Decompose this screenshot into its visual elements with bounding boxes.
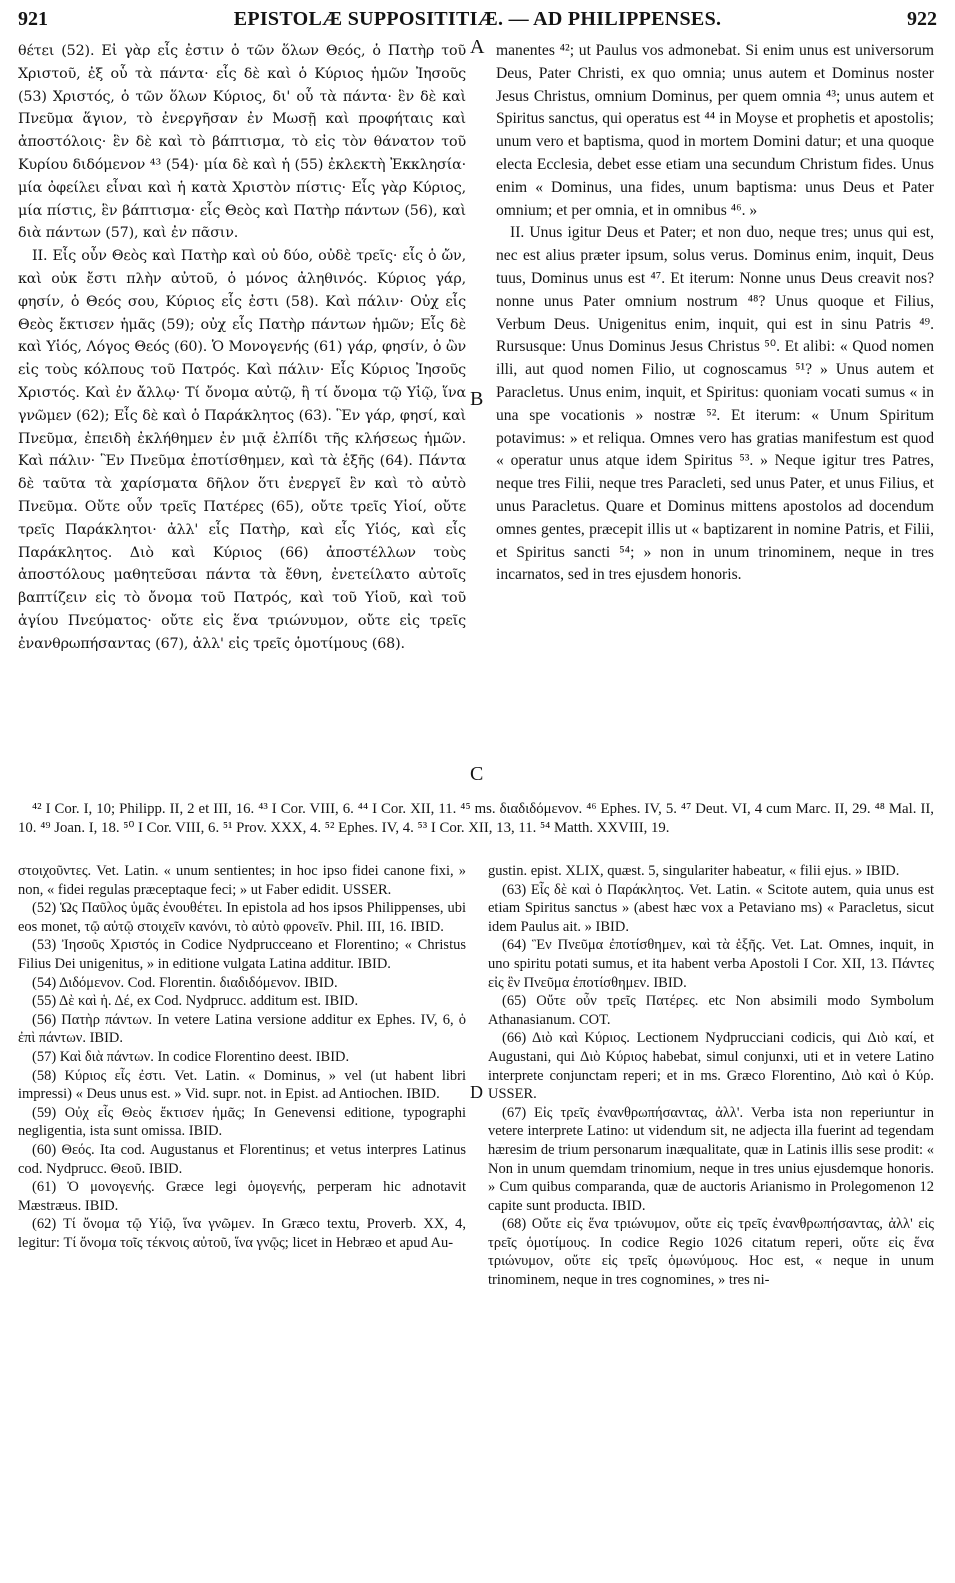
- note: (59) Οὐχ εἷς Θεὸς ἔκτισεν ἡμᾶς; In Genevensi editione, typographi negligentia, ista sunt omissa. IBID.: [18, 1104, 466, 1140]
- running-head: [18, 8, 937, 34]
- note: (57) Καὶ διὰ πάντων. In codice Florentino deest. IBID.: [32, 1048, 350, 1065]
- note: (55) Δὲ καὶ ἡ. Δέ, ex Cod. Nydprucc. additum est. IBID.: [32, 993, 359, 1010]
- note: gustin. epist. XLIX, quæst. 5, singulariter habeatur, « filii ejus. » IBID.: [488, 863, 900, 879]
- running-title: EPISTOLÆ SUPPOSITITIÆ. — AD PHILIPPENSES.: [233, 8, 722, 30]
- notes-column-right: [488, 862, 934, 1290]
- note: (67) Εἰς τρεῖς ἐνανθρωπήσαντας, ἀλλ'. Verba ista non reperiuntur in vetere interprete Latino: ut videndum sit, ne adjecta illa fuerint ad tegendam hæresim de trium personarum inæqualitate, quæ in Latinis illis sese prodit: « Non in unum quemdam trinomium, neque in tres unius ejusdemque honoris. » Cum quibus comparanda, quæ de auctoris Arianismo in Prolegomenon 12 capite sunt producta. IBID.: [488, 1104, 934, 1214]
- note: (64) Ἓν Πνεῦμα ἐποτίσθημεν, καὶ τὰ ἑξῆς. Vet. Lat. Omnes, inquit, in uno spiritu potati sumus, et ita habent verba Apostoli I Cor. XII, 13. Πάντες εἰς ἓν Πνεῦμα ἐποτίσθημεν. IBID.: [488, 937, 934, 991]
- greek-paragraph: II. Εἷς οὖν Θεὸς καὶ Πατὴρ καὶ οὐ δύο, οὐδὲ τρεῖς· εἷς ὁ ὤν, καὶ οὐκ ἔστι πλὴν αὐτοῦ, ὁ μόνος ἀληθινός. Κύριος γάρ, φησίν, ὁ Θεός σου, Κύριος εἷς ἐστι (58). Καὶ πάλιν· Οὐχ εἷς Θεὸς ἔκτισεν ἡμᾶς (59); οὐχ εἷς Πατὴρ πάντων ἡμῶν; Εἷς δὲ καὶ Υἱός, Λόγος Θεός (60). Ὁ Μονογενής (61) γάρ, φησίν, ὁ ὢν εἰς τοὺς κόλπους τοῦ Πατρός. Καὶ πάλιν· Εἷς Κύριος Ἰησοῦς Χριστός. Καὶ ἐν ἄλλῳ· Τί ὄνομα αὐτῷ, ἢ τί ὄνομα τῷ Υἱῷ, ἵνα γνῶμεν (62); Εἷς δὲ καὶ ὁ Παράκλητος (63). Ἓν γάρ, φησί, καὶ Πνεῦμα, ἐπειδὴ ἐκλήθημεν ἐν μιᾷ ἐλπίδι τῆς κλήσεως ἡμῶν. Καὶ πάλιν· Ἓν Πνεῦμα ἐποτίσθημεν, καὶ τὰ ἑξῆς (64). Πάντα δὲ ταῦτα τὰ χαρίσματα δῆλον ὅτι ἐνεργεῖ ἓν καὶ τὸ αὐτὸ Πνεῦμα. Οὔτε οὖν τρεῖς Πατέρες (65), οὔτε τρεῖς Υἱοί, οὔτε τρεῖς Παράκλητοι· ἀλλ' εἷς Πατὴρ, καὶ εἷς Υἱός, καὶ εἷς Παράκλητος. Διὸ καὶ Κύριος (66) ἀποστέλλων τοὺς ἀποστόλους μαθητεῦσαι πάντα τὰ ἔθνη, ἐνετείλατο αὐτοῖς βαπτίζειν εἰς τὸ ὄνομα τοῦ Πατρός, καὶ τοῦ Υἱοῦ, καὶ τοῦ ἁγίου Πνεύματος· οὔτε εἰς ἕνα τριώνυμον, οὔτε εἰς τρεῖς ἐνανθρωπήσαντας (67), ἀλλ' εἰς τρεῖς ὁμοτίμους (68).: [18, 248, 466, 652]
- column-marker-a: A: [470, 36, 485, 58]
- note: (66) Διὸ καὶ Κύριος. Lectionem Nydprucciani codicis, qui Διὸ καί, et Augustani, qui Διὸ Κύριος habebat, simul conjunxi, uti et in vetere Latino interprete conjunctam reperi; et in ms. Græco Florentino, Διὸ καὶ ὁ Κύρ. USSER.: [488, 1030, 934, 1103]
- reference-notes: ⁴² I Cor. I, 10; Philipp. II, 2 et III, 16. ⁴³ I Cor. VIII, 6. ⁴⁴ I Cor. XII, 11. ⁴⁵ ms. διαδιδόμενον. ⁴⁶ Ephes. IV, 5. ⁴⁷ Deut. VI, 4 cum Marc. II, 29. ⁴⁸ Mal. II, 10. ⁴⁹ Joan. I, 18. ⁵⁰ I Cor. VIII, 6. ⁵¹ Prov. XXX, 4. ⁵² Ephes. IV, 4. ⁵³ I Cor. XII, 13, 11. ⁵⁴ Matth. XXVIII, 19.: [18, 801, 934, 836]
- note: (58) Κύριος εἷς ἐστι. Vet. Latin. « Dominus, » vel (ut habent libri impressi) « Deus unus est. » Vid. supr. not. in Epist. ad Antiochen. IBID.: [18, 1067, 466, 1103]
- latin-column: [496, 40, 934, 587]
- column-marker-d: D: [470, 1082, 483, 1102]
- note: στοιχοῦντες. Vet. Latin. « unum sentientes; in hoc ipso fidei canone fixi, » non, « fidei regulas præceptaque feci; » ut Faber edidit. USSER.: [18, 863, 466, 898]
- greek-paragraph: θέτει (52). Εἰ γὰρ εἷς ἐστιν ὁ τῶν ὅλων Θεός, ὁ Πατὴρ τοῦ Χριστοῦ, ἐξ οὗ τὰ πάντα· εἷς δὲ καὶ ὁ Κύριος ἡμῶν Ἰησοῦς (53) Χριστός, ὁ τῶν ὅλων Κύριος, δι' οὗ τὰ πάντα· ἓν δὲ καὶ Πνεῦμα ἅγιον, τὸ ἐνεργῆσαν ἐν Μωσῇ καὶ προφήταις καὶ ἀποστόλοις· ἓν δὲ καὶ τὸ βάπτισμα, τὸ εἰς τὸν θάνατον τοῦ Κυρίου διδόμενον ⁴³ (54)· μία δὲ καὶ ἡ (55) ἐκλεκτὴ Ἐκκλησία· μία ὀφείλει εἶναι καὶ ἡ κατὰ Χριστὸν πίστις· Εἷς γὰρ Κύριος, μία πίστις, ἓν βάπτισμα· εἷς Θεὸς καὶ Πατὴρ πάντων (56), καὶ διὰ πάντων (57), καὶ ἐν πᾶσιν.: [18, 43, 466, 242]
- note: (62) Τί ὄνομα τῷ Υἱῷ, ἵνα γνῶμεν. In Græco textu, Proverb. XX, 4, legitur: Τί ὄνομα τοῖς τέκνοις αὐτοῦ, ἵνα γνῷς; licet in Hebræo et apud Au-: [18, 1216, 466, 1251]
- note: (61) Ὁ μονογενής. Græce legi ὁμογενής, perperam hic adnotavit Mæstræus. IBID.: [18, 1179, 466, 1214]
- note: (53) Ἰησοῦς Χριστός in Codice Nydprucceano et Florentino; « Christus Filius Dei unigenitus, » in editione vulgata Latina additur. IBID.: [18, 937, 466, 972]
- editorial-notes: [18, 862, 934, 1572]
- column-marker-c: C: [470, 763, 484, 785]
- note: (56) Πατὴρ πάντων. In vetere Latina versione additur ex Ephes. IV, 6, ὁ ἐπὶ πάντων. IBID.: [18, 1011, 466, 1047]
- latin-paragraph: II. Unus igitur Deus et Pater; et non duo, neque tres; unus qui est, nec est alius præter ipsum, solus verus. Dominus enim, inquit, Deus tuus, Dominus unus est ⁴⁷. Et iterum: Nonne unus Deus creavit nos? nonne unus Pater omnium nostrum ⁴⁸? Unus quoque et Filius, Verbum Deus. Unigenitus enim, inquit, qui est in sinu Patris ⁴⁹. Rursusque: Unus Dominus Jesus Christus ⁵⁰. Et alibi: « Quod nomen illi, aut quod nomen Filio, ut cognoscamus ⁵¹? » Unus autem et Paracletus. Unus enim, inquit, et Spiritus: quoniam vocati sumus « in una spe vocationis » nostræ ⁵². Et iterum: « Unum Spiritum potavimus: » et reliqua. Omnes vero has gratias manifestum est quod « operatur unus atque idem Spiritus ⁵³. » Neque igitur tres Patres, neque tres Filii, neque tres Paracleti, sed unus Pater, et unus Filius, et unus Paracletus. Quare et Dominus mittens apostolos ad docendum omnes gentes, præcepit illis ut « baptizarent in nomine Patris, et Filii, et Spiritus sancti ⁵⁴; » non in unum trinominem, neque in tres incarnatos, sed in tres ejusdem honoris.: [496, 224, 934, 584]
- page-number-right: 922: [907, 8, 937, 30]
- note: (68) Οὔτε εἰς ἕνα τριώνυμον, οὔτε εἰς τρεῖς ἐνανθρωπήσαντας, ἀλλ' εἰς τρεῖς ὁμοτίμους. In codice Regio 1026 citatum reperi, οὔτε εἰς ἕνα τριώνυμον, οὔτε εἰς τρεῖς ὁμωνύμους. Hoc est, « neque in unum trinominem, neque in tres cognomines, » tres ni-: [488, 1216, 934, 1289]
- note: (65) Οὔτε οὖν τρεῖς Πατέρες. etc Non absimili modo Symbolum Athanasianum. COT.: [488, 993, 934, 1028]
- notes-column-left: [18, 862, 466, 1252]
- greek-column: [18, 40, 466, 656]
- scripture-references: [18, 800, 934, 838]
- note: (52) Ὡς Παῦλος ὑμᾶς ἐνουθέτει. In epistola ad hos ipsos Philippenses, ubi eos monet, τῷ αὐτῷ στοιχεῖν κανόνι, τὸ αὐτὸ φρονεῖν. Phil. III, 16. IBID.: [18, 900, 466, 935]
- page-number-left: 921: [18, 8, 48, 30]
- main-text: [18, 36, 934, 800]
- note: (63) Εἷς δὲ καὶ ὁ Παράκλητος. Vet. Latin. « Scitote autem, quia unus est etiam Spiritus sanctus » (abest hæc vox a Petaviano ms) « Paracletus, sicut idem Paulus ait. » IBID.: [488, 881, 934, 935]
- latin-paragraph: manentes ⁴²; ut Paulus vos admonebat. Si enim unus est universorum Deus, Pater Christi, ex quo omnia; unus autem et Dominus noster Jesus Christus, omnium Dominus, per quem omnia ⁴³; unus autem et Spiritus sanctus, qui operatus est ⁴⁴ in Moyse et prophetis et apostolis; unum vero et baptisma, quod in mortem Domini datur; et una quoque electa Ecclesia, debet esse etiam una secundum Christum fides. Unus enim « Dominus, una fides, unum baptisma: unus Deus et Pater omnium; et per omnia, et in omnibus ⁴⁶. »: [496, 42, 934, 219]
- column-marker-b: B: [470, 388, 484, 410]
- note: (54) Διδόμενον. Cod. Florentin. διαδιδόμενον. IBID.: [32, 974, 338, 991]
- note: (60) Θεός. Ita cod. Augustanus et Florentinus; et vetus interpres Latinus cod. Nydprucc. Θεοῦ. IBID.: [18, 1141, 466, 1177]
